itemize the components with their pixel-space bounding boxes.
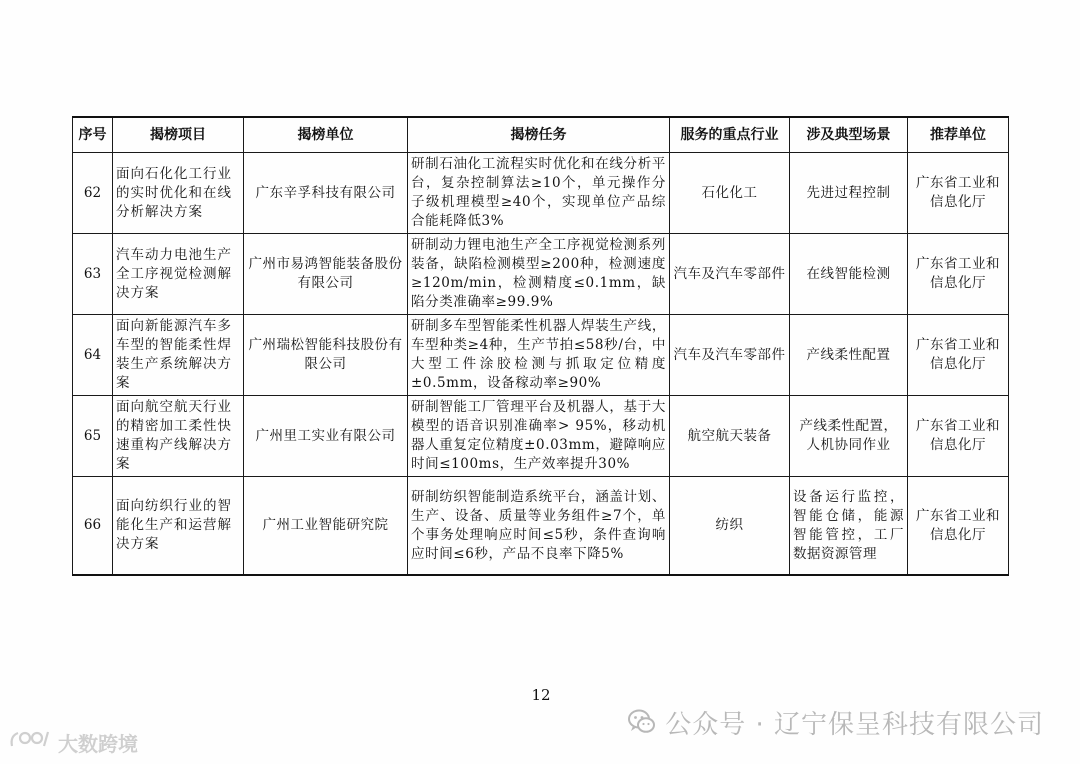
header-task: 揭榜任务 (408, 117, 670, 153)
table-header-row (73, 117, 1009, 153)
recommender-line: 信息化厅 (930, 275, 986, 291)
header-seq: 序号 (73, 117, 113, 153)
cell-project: 汽车动力电池生产全工序视觉检测解决方案 (113, 234, 244, 315)
cell-project: 面向新能源汽车多车型的智能柔性焊装生产系统解决方案 (113, 315, 244, 396)
header-project: 揭榜项目 (113, 117, 244, 153)
cell-recommender (908, 234, 1009, 315)
cell-industry: 石化化工 (670, 153, 790, 234)
cell-unit: 广州工业智能研究院 (244, 477, 408, 576)
recommender-line: 信息化厅 (930, 356, 986, 372)
cell-task: 研制智能工厂管理平台及机器人，基于大模型的语音识别准确率> 95%，移动机器人重复定位精度±0.03mm，避障响应时间≤100ms，生产效率提升30% (408, 396, 670, 477)
cell-scene: 设备运行监控，智能仓储，能源智能管控，工厂数据资源管理 (790, 477, 908, 576)
cell-seq: 65 (73, 396, 113, 477)
cell-project: 面向航空航天行业的精密加工柔性快速重构产线解决方案 (113, 396, 244, 477)
projects-table (72, 116, 1009, 576)
cell-recommender (908, 477, 1009, 576)
header-scene: 涉及典型场景 (790, 117, 908, 153)
cell-project: 面向石化化工行业的实时优化和在线分析解决方案 (113, 153, 244, 234)
cell-seq: 64 (73, 315, 113, 396)
table-row (73, 315, 1009, 396)
recommender-line: 广东省工业和 (916, 507, 1000, 524)
cell-recommender (908, 315, 1009, 396)
cell-industry: 汽车及汽车零部件 (670, 234, 790, 315)
table-row (73, 153, 1009, 234)
cell-unit: 广州市易鸿智能装备股份有限公司 (244, 234, 408, 315)
page-number: 12 (531, 686, 551, 704)
cell-industry: 纺织 (670, 477, 790, 576)
recommender-line: 信息化厅 (930, 526, 986, 543)
header-unit: 揭榜单位 (244, 117, 408, 153)
recommender-line: 广东省工业和 (916, 256, 1000, 272)
cell-unit: 广州瑞松智能科技股份有限公司 (244, 315, 408, 396)
cell-scene: 产线柔性配置，人机协同作业 (790, 396, 908, 477)
cell-unit: 广州里工实业有限公司 (244, 396, 408, 477)
brand-logo-icon (8, 728, 54, 757)
recommender-line: 广东省工业和 (916, 175, 1000, 191)
recommender-line: 广东省工业和 (916, 418, 1000, 434)
recommender-line: 信息化厅 (930, 437, 986, 453)
cell-unit: 广东辛孚科技有限公司 (244, 153, 408, 234)
header-recommender: 推荐单位 (908, 117, 1009, 153)
cell-recommender (908, 396, 1009, 477)
wechat-icon (627, 707, 657, 737)
cell-task: 研制动力锂电池生产全工序视觉检测系列装备，缺陷检测模型≥200种，检测速度≥120m/min，检测精度≤0.1mm，缺陷分类准确率≥99.9% (408, 234, 670, 315)
header-industry: 服务的重点行业 (670, 117, 790, 153)
table-row (73, 234, 1009, 315)
cell-seq: 66 (73, 477, 113, 576)
cell-recommender (908, 153, 1009, 234)
watermark-wechat-text: 公众号 · 辽宁保呈科技有限公司 (665, 709, 1044, 740)
cell-task: 研制石油化工流程实时优化和在线分析平台，复杂控制算法≥10个，单元操作分子级机理模型≥40个，实现单位产品综合能耗降低3% (408, 153, 670, 234)
cell-scene: 先进过程控制 (790, 153, 908, 234)
cell-task: 研制纺织智能制造系统平台，涵盖计划、生产、设备、质量等业务组件≥7个，单个事务处理响应时间≤5秒，条件查询响应时间≤6秒，产品不良率下降5% (408, 477, 670, 576)
watermark-brand (8, 728, 138, 757)
cell-project: 面向纺织行业的智能化生产和运营解决方案 (113, 477, 244, 576)
watermark-brand-text: 大数跨境 (58, 732, 138, 756)
recommender-line: 广东省工业和 (916, 337, 1000, 353)
cell-seq: 62 (73, 153, 113, 234)
cell-scene: 产线柔性配置 (790, 315, 908, 396)
cell-seq: 63 (73, 234, 113, 315)
table-row (73, 477, 1009, 576)
table-row (73, 396, 1009, 477)
recommender-line: 信息化厅 (930, 194, 986, 210)
watermark-wechat (627, 702, 1044, 742)
cell-task: 研制多车型智能柔性机器人焊装生产线，车型种类≥4种，生产节拍≤58秒/台，中大型工件涂胶检测与抓取定位精度±0.5mm，设备稼动率≥90% (408, 315, 670, 396)
cell-industry: 汽车及汽车零部件 (670, 315, 790, 396)
cell-scene: 在线智能检测 (790, 234, 908, 315)
cell-industry: 航空航天装备 (670, 396, 790, 477)
